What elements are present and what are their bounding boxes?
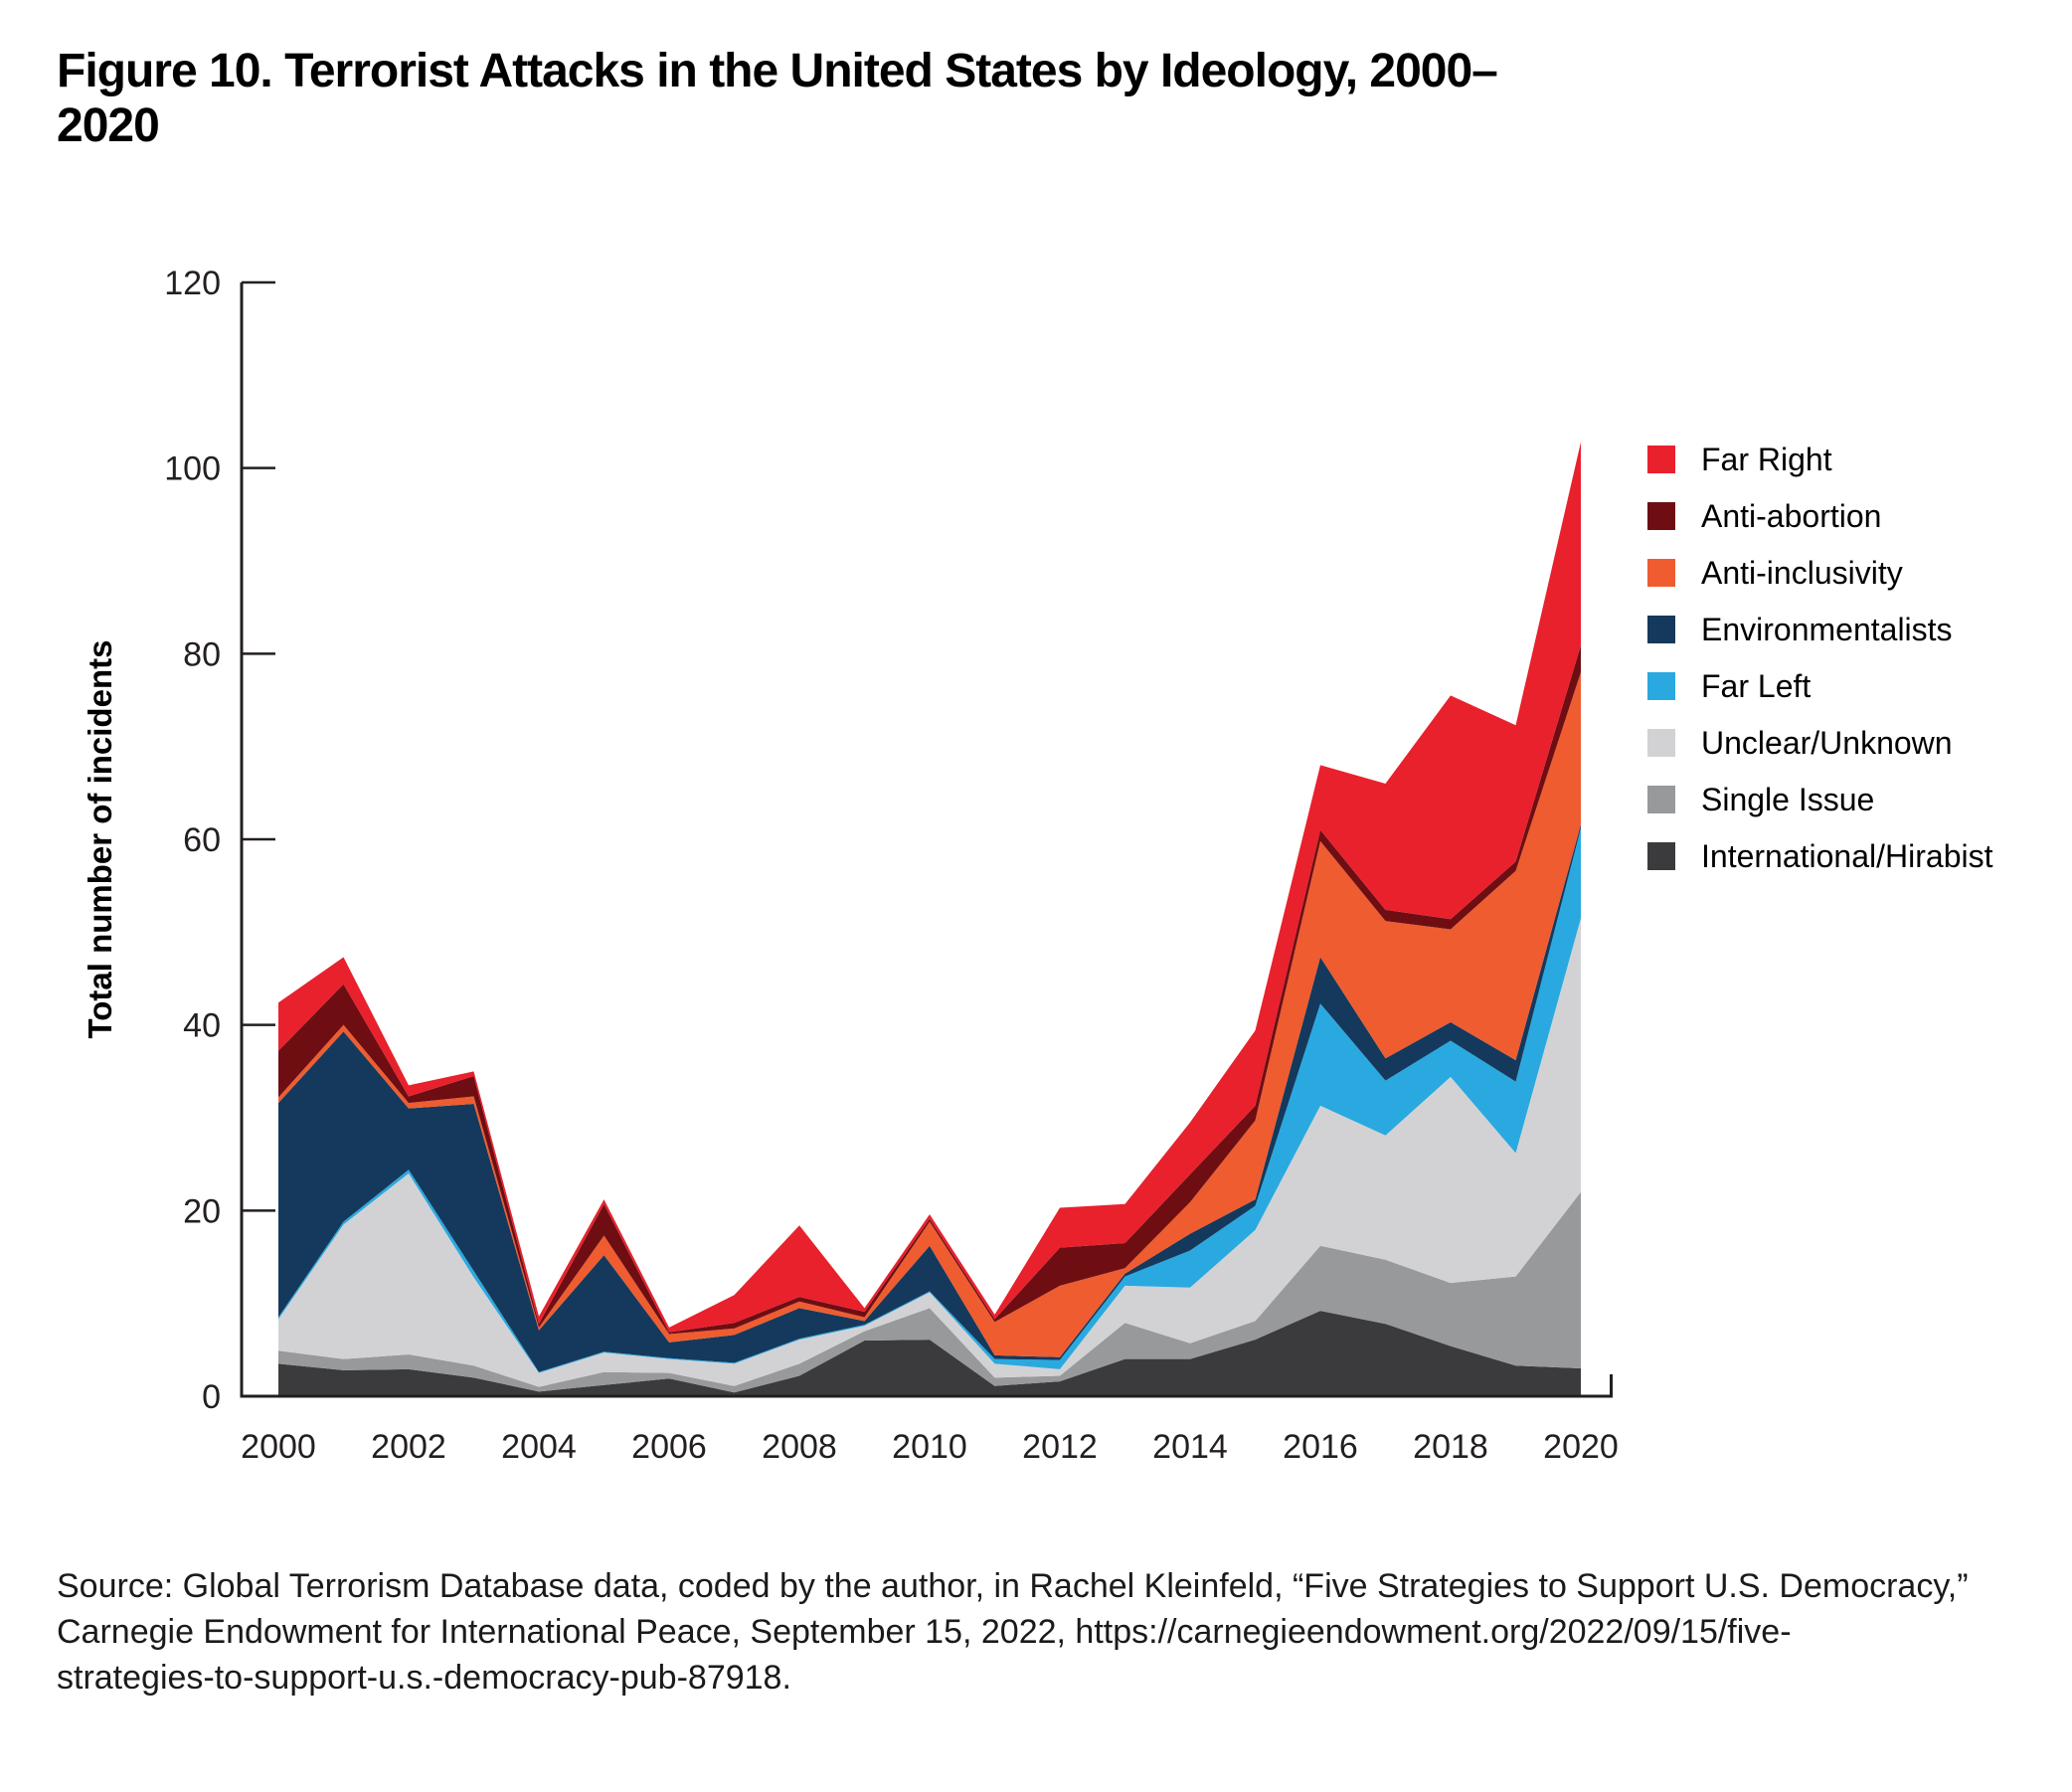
legend-swatch-icon <box>1647 672 1675 700</box>
x-tick-label-2020: 2020 <box>1543 1428 1619 1466</box>
legend-item <box>1647 724 1992 761</box>
legend-item <box>1647 497 1992 534</box>
source-line: Source: Global Terrorism Database data, coded by the author, in Rachel Kleinfeld, “Five Strategies to Support U.S. Democracy,” <box>57 1567 1969 1605</box>
legend-swatch-icon <box>1647 559 1675 587</box>
legend-label: Far Right <box>1701 441 1832 477</box>
legend-label: International/Hirabist <box>1701 837 1993 874</box>
x-tick-label-2012: 2012 <box>1022 1428 1098 1466</box>
y-tick-label-80: 80 <box>183 635 221 674</box>
legend-item <box>1647 441 1992 477</box>
x-tick-label-2004: 2004 <box>501 1428 577 1466</box>
y-tick-label-40: 40 <box>183 1006 221 1045</box>
source-line: Carnegie Endowment for International Peace, September 15, 2022, https://carnegieendowment.org/2022/09/15/five- <box>57 1613 1792 1651</box>
legend-swatch-icon <box>1647 446 1675 473</box>
legend-swatch-icon <box>1647 786 1675 813</box>
legend-item <box>1647 781 1992 817</box>
chart-legend <box>1647 441 1993 899</box>
x-tick-label-2008: 2008 <box>762 1428 837 1466</box>
x-tick-label-2006: 2006 <box>631 1428 707 1466</box>
y-tick-label-20: 20 <box>183 1192 221 1231</box>
x-tick-label-2000: 2000 <box>241 1428 316 1466</box>
legend-swatch-icon <box>1647 502 1675 530</box>
legend-item <box>1647 667 1992 704</box>
legend-item <box>1647 611 1992 647</box>
y-tick-label-60: 60 <box>183 821 221 859</box>
legend-label: Unclear/Unknown <box>1701 724 1953 761</box>
legend-label: Anti-abortion <box>1701 497 1882 534</box>
source-line: strategies-to-support-u.s.-democracy-pub-87918. <box>57 1659 791 1697</box>
legend-label: Single Issue <box>1701 781 1875 817</box>
x-tick-label-2010: 2010 <box>892 1428 967 1466</box>
x-tick-label-2018: 2018 <box>1413 1428 1488 1466</box>
legend-label: Anti-inclusivity <box>1701 554 1903 591</box>
x-tick-label-2002: 2002 <box>371 1428 446 1466</box>
legend-item <box>1647 554 1992 591</box>
x-tick-label-2016: 2016 <box>1283 1428 1358 1466</box>
legend-label: Environmentalists <box>1701 611 1953 647</box>
legend-item <box>1647 837 1993 874</box>
figure-title: Figure 10. Terrorist Attacks in the United States by Ideology, 2000–2020 <box>57 45 1497 152</box>
y-tick-label-0: 0 <box>202 1378 221 1416</box>
legend-swatch-icon <box>1647 729 1675 757</box>
y-tick-label-100: 100 <box>164 449 221 488</box>
legend-swatch-icon <box>1647 616 1675 643</box>
y-tick-label-120: 120 <box>164 265 221 302</box>
y-axis-title: Total number of incidents <box>82 639 118 1039</box>
x-tick-label-2014: 2014 <box>1152 1428 1228 1466</box>
legend-label: Far Left <box>1701 667 1812 704</box>
legend-swatch-icon <box>1647 842 1675 870</box>
source-citation <box>57 1563 2035 1701</box>
